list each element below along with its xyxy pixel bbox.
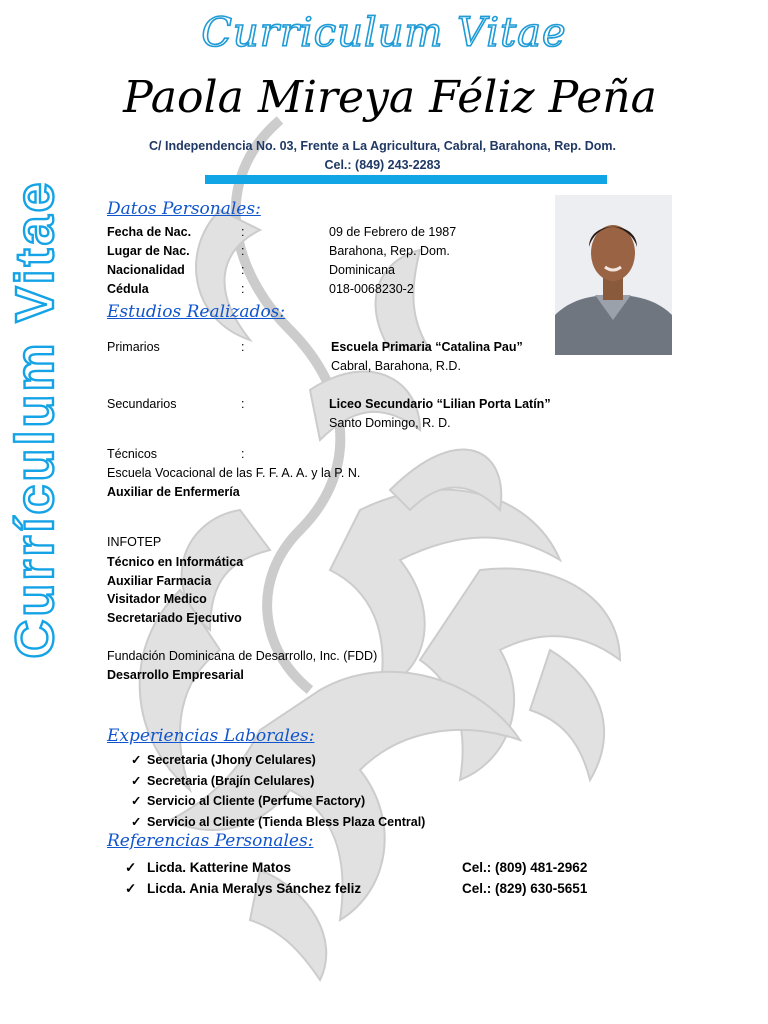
primary-school: Escuela Primaria “Catalina Pau”	[331, 340, 523, 354]
studies-heading: Estudios Realizados:	[107, 302, 286, 322]
check-icon: ✓	[131, 794, 142, 808]
reference-phone: Cel.: (829) 630-5651	[462, 881, 588, 896]
field-label: Lugar de Nac.	[107, 244, 190, 258]
check-icon: ✓	[131, 753, 142, 767]
experience-text: Servicio al Cliente (Perfume Factory)	[147, 794, 366, 808]
candidate-name: Paola Mireya Féliz Peña	[123, 72, 657, 123]
field-colon: :	[241, 244, 245, 258]
experience-text: Secretaria (Jhony Celulares)	[147, 753, 316, 767]
infotep-course: Secretariado Ejecutivo	[107, 611, 242, 625]
secondary-studies-label	[107, 395, 244, 414]
field-id-number	[107, 280, 456, 299]
list-item	[131, 750, 425, 771]
check-icon: ✓	[131, 773, 142, 788]
studies-label: Secundarios	[107, 397, 177, 411]
field-birth-place	[107, 242, 456, 261]
reference-name: Licda. Ania Meralys Sánchez feliz	[147, 881, 362, 896]
studies-colon: :	[241, 447, 245, 461]
studies-colon: :	[241, 397, 245, 411]
experience-text: Servicio al Cliente (Tienda Bless Plaza Central)	[147, 814, 426, 829]
check-icon: ✓	[131, 814, 142, 829]
primary-place: Cabral, Barahona, R.D.	[331, 359, 461, 373]
work-experience-heading: Experiencias Laborales:	[107, 726, 315, 746]
field-value: 09 de Febrero de 1987	[329, 225, 457, 239]
fdd-course: Desarrollo Empresarial	[107, 668, 244, 682]
infotep-course: Auxiliar Farmacia	[107, 574, 212, 588]
list-item	[131, 771, 425, 792]
check-icon: ✓	[125, 860, 137, 875]
references-list	[125, 857, 587, 899]
secondary-place: Santo Domingo, R. D.	[329, 416, 451, 430]
field-nationality	[107, 261, 456, 280]
infotep-course: Visitador Medico	[107, 592, 207, 606]
field-colon: :	[241, 263, 245, 277]
field-colon: :	[241, 282, 245, 296]
personal-fields	[107, 223, 456, 299]
curriculum-vitae-side-title: Currículum Vitae	[5, 179, 65, 659]
list-item	[131, 791, 425, 812]
contact-address: C/ Independencia No. 03, Frente a La Agricultura, Cabral, Barahona, Rep. Dom.	[149, 139, 616, 153]
field-birth-date	[107, 223, 456, 242]
field-label: Nacionalidad	[107, 263, 185, 277]
technical-school: Escuela Vocacional de las F. F. A. A. y la P. N.	[107, 466, 361, 480]
work-experience-list	[131, 750, 425, 832]
secondary-school: Liceo Secundario “Lilian Porta Latín”	[329, 397, 551, 411]
list-item	[125, 857, 587, 878]
studies-label: Técnicos	[107, 447, 158, 461]
studies-label: Primarios	[107, 340, 160, 354]
technical-studies-label	[107, 445, 244, 464]
infotep-course: Técnico en Informática	[107, 555, 244, 569]
technical-course: Auxiliar de Enfermería	[107, 485, 240, 499]
fdd-label: Fundación Dominicana de Desarrollo, Inc. (FDD)	[107, 649, 378, 663]
list-item	[131, 812, 425, 833]
infotep-label: INFOTEP	[107, 535, 162, 549]
check-icon: ✓	[125, 881, 137, 896]
contact-phone: Cel.: (849) 243-2283	[324, 158, 441, 172]
reference-phone: Cel.: (809) 481-2962	[462, 860, 588, 875]
references-heading: Referencias Personales:	[107, 831, 314, 851]
list-item	[125, 878, 587, 899]
field-label: Fecha de Nac.	[107, 225, 192, 239]
curriculum-vitae-title: Curriculum Vitae	[201, 10, 567, 56]
field-value: Dominicana	[329, 263, 396, 277]
personal-data-heading: Datos Personales:	[107, 199, 261, 219]
studies-colon: :	[241, 340, 245, 354]
experience-text: Secretaria (Brajín Celulares)	[147, 773, 315, 788]
field-value: Barahona, Rep. Dom.	[329, 244, 450, 258]
field-label: Cédula	[107, 282, 149, 296]
field-colon: :	[241, 225, 245, 239]
field-value: 018-0068230-2	[329, 282, 414, 296]
profile-photo	[555, 195, 672, 355]
primary-studies-label	[107, 338, 244, 357]
header-divider	[205, 175, 607, 184]
reference-name: Licda. Katterine Matos	[147, 860, 292, 875]
